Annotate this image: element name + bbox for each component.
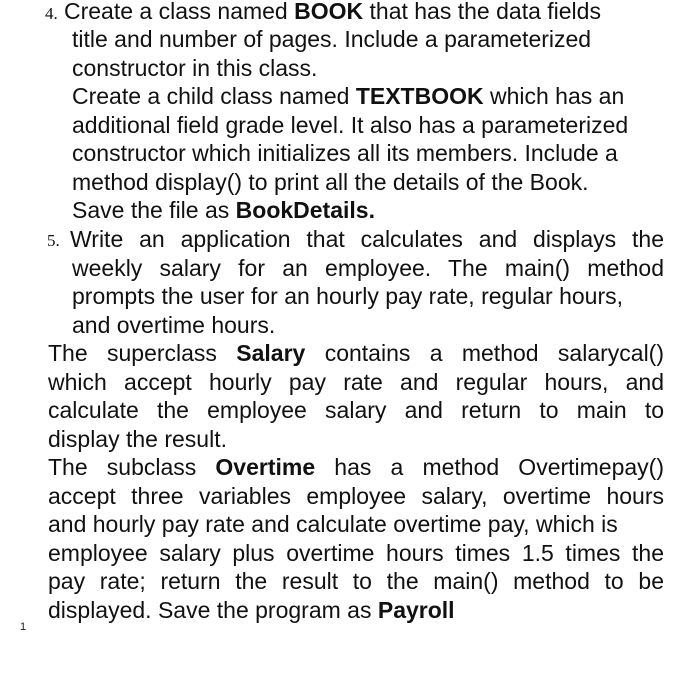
book-keyword: BOOK	[294, 0, 364, 24]
item-4-line-1: Create a class named BOOK that has the data fields	[64, 0, 601, 24]
item-4-line-3: constructor in this class.	[72, 55, 318, 81]
para-overtime-line-2: accept three variables employee salary, overtime hours	[48, 483, 664, 509]
item-4-number: 4.	[45, 4, 58, 23]
item-5-number: 5.	[47, 231, 60, 250]
item-4-line-5: additional field grade level. It also has a parameterized	[72, 112, 629, 138]
para-salary-line-2: which accept hourly pay rate and regular hours, and	[48, 369, 664, 395]
para-overtime-line-3: and hourly pay rate and calculate overtime pay, which is	[48, 511, 618, 537]
item-4-line-6: constructor which initializes all its members. Include a	[72, 140, 618, 166]
para-salary-line-4: display the result.	[48, 426, 227, 452]
item-4-line-7: method display() to print all the details of the Book.	[72, 169, 589, 195]
textbook-keyword: TEXTBOOK	[355, 83, 484, 109]
para-overtime-line-1: The subclass Overtime has a method Overtimepay()	[48, 454, 665, 480]
overtime-keyword: Overtime	[215, 454, 316, 480]
para-overtime-line-5: pay rate; return the result to the main() method to be	[48, 568, 664, 594]
page-number: 1	[20, 621, 27, 633]
para-salary-line-1: The superclass Salary contains a method salarycal()	[48, 340, 664, 366]
item-5-line-3: prompts the user for an hourly pay rate, regular hours,	[72, 283, 624, 309]
item-5-line-4: and overtime hours.	[72, 312, 276, 338]
para-salary-line-3: calculate the employee salary and return to main to	[48, 397, 664, 423]
para-overtime-line-4: employee salary plus overtime hours times 1.5 times the	[48, 540, 664, 566]
payroll-keyword: Payroll	[377, 597, 455, 623]
salary-keyword: Salary	[236, 340, 306, 366]
bookdetails-keyword: BookDetails.	[235, 197, 375, 223]
item-4-line-8: Save the file as BookDetails.	[72, 197, 375, 223]
item-5-line-2: weekly salary for an employee. The main() method	[72, 255, 664, 281]
item-4-line-4: Create a child class named TEXTBOOK which has an	[72, 83, 625, 109]
item-4-line-2: title and number of pages. Include a parameterized	[72, 26, 592, 52]
para-overtime-line-6: displayed. Save the program as Payroll	[48, 597, 455, 623]
item-5-line-1: Write an application that calculates and displays the	[70, 226, 664, 252]
